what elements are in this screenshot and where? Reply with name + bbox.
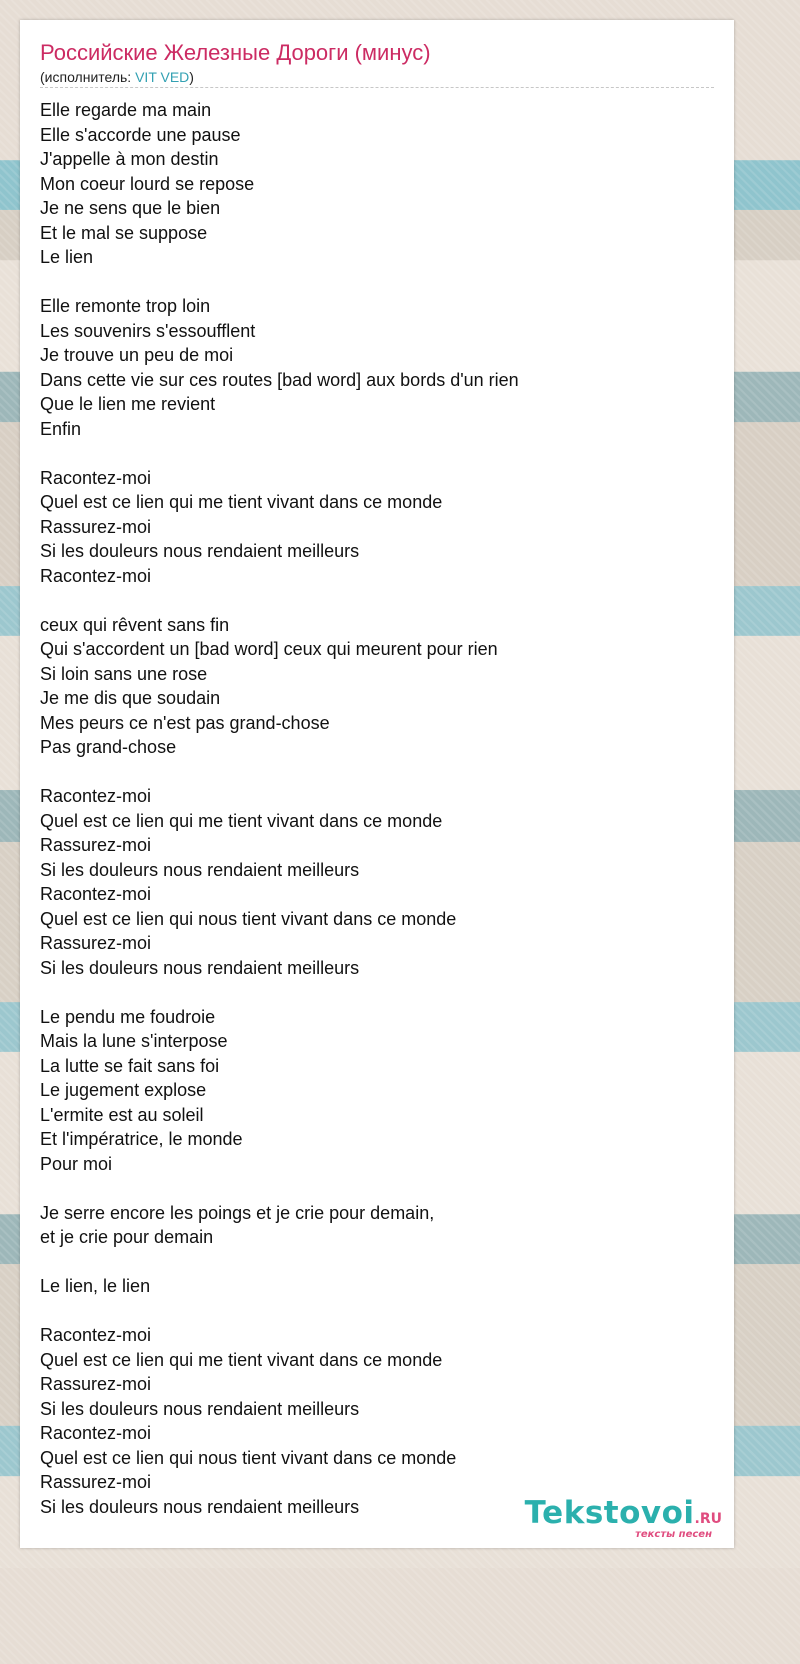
- lyric-line: Mais la lune s'interpose: [40, 1031, 228, 1051]
- lyric-line: Je trouve un peu de moi: [40, 345, 234, 365]
- stanza-break: [40, 980, 714, 1005]
- lyric-line: Le lien: [40, 247, 94, 267]
- stanza-break: [40, 270, 714, 295]
- stanza-break: [40, 1299, 714, 1324]
- lyric-line: Racontez-moi: [40, 1325, 152, 1345]
- logo-tagline: тексты песен: [635, 1529, 712, 1540]
- lyric-line: Rassurez-moi: [40, 516, 152, 537]
- lyric-line: Mes peurs ce n'est pas grand-chose: [40, 712, 330, 733]
- lyric-line: Quel est ce lien qui me tient vivant dans ce monde: [40, 1349, 443, 1370]
- lyric-line: Le lien, le lien: [40, 1276, 151, 1296]
- lyric-line: Et l'impératrice, le monde: [40, 1129, 243, 1149]
- lyric-line: ceux qui rêvent sans fin: [40, 614, 230, 635]
- artist-suffix: ): [189, 69, 194, 85]
- lyric-line: Et le mal se suppose: [40, 222, 208, 243]
- lyric-line: Enfin: [40, 418, 82, 439]
- title-divider: [40, 87, 714, 88]
- lyric-line: Le jugement explose: [40, 1080, 207, 1100]
- lyric-line: La lutte se fait sans foi: [40, 1055, 220, 1076]
- logo-suffix: .RU: [694, 1511, 722, 1527]
- lyric-line: Pas grand-chose: [40, 737, 177, 757]
- lyric-line: L'ermite est au soleil: [40, 1104, 204, 1125]
- lyrics-card: [20, 20, 734, 1548]
- lyric-line: Pour moi: [40, 1153, 113, 1174]
- artist-link[interactable]: VIT VED: [135, 69, 190, 85]
- stanza-break: [40, 760, 714, 785]
- lyric-line: Quel est ce lien qui me tient vivant dans ce monde: [40, 492, 443, 512]
- lyric-line: Racontez-moi: [40, 1423, 152, 1443]
- lyric-line: Si les douleurs nous rendaient meilleurs: [40, 541, 360, 561]
- lyric-line: Racontez-moi: [40, 884, 152, 904]
- lyric-line: Si les douleurs nous rendaient meilleurs: [40, 1398, 360, 1419]
- lyric-line: Elle regarde ma main: [40, 100, 212, 120]
- lyric-line: Qui s'accordent un [bad word] ceux qui meurent pour rien: [40, 639, 498, 659]
- stanza-break: [40, 588, 714, 613]
- lyric-line: Quel est ce lien qui nous tient vivant dans ce monde: [40, 1447, 457, 1468]
- lyric-line: Elle remonte trop loin: [40, 296, 211, 316]
- lyric-line: Je serre encore les poings et je crie pour demain,: [40, 1202, 435, 1223]
- lyric-line: et je crie pour demain: [40, 1227, 214, 1247]
- lyric-line: Quel est ce lien qui me tient vivant dans ce monde: [40, 810, 443, 831]
- lyrics-body: [40, 98, 714, 1519]
- lyric-line: Mon coeur lourd se repose: [40, 173, 255, 194]
- lyric-line: Que le lien me revient: [40, 394, 216, 414]
- lyric-line: Elle s'accorde une pause: [40, 124, 241, 145]
- lyric-line: Rassurez-moi: [40, 835, 152, 855]
- lyric-line: Je me dis que soudain: [40, 688, 221, 708]
- lyric-line: Le pendu me foudroie: [40, 1006, 216, 1027]
- stanza-break: [40, 441, 714, 466]
- lyric-line: Si les douleurs nous rendaient meilleurs: [40, 957, 360, 978]
- logo-name: Tekstovoi: [524, 1495, 695, 1531]
- stanza-break: [40, 1176, 714, 1201]
- lyric-line: Je ne sens que le bien: [40, 198, 221, 218]
- lyric-line: Si loin sans une rose: [40, 663, 208, 684]
- lyric-line: Dans cette vie sur ces routes [bad word] aux bords d'un rien: [40, 369, 519, 390]
- lyric-line: Si les douleurs nous rendaient meilleurs: [40, 859, 360, 880]
- lyric-line: Rassurez-moi: [40, 1472, 152, 1492]
- stanza-break: [40, 1250, 714, 1275]
- lyric-line: Rassurez-moi: [40, 933, 152, 953]
- lyric-line: Quel est ce lien qui nous tient vivant dans ce monde: [40, 908, 457, 929]
- lyric-line: Rassurez-moi: [40, 1374, 152, 1394]
- artist-line: [40, 68, 194, 86]
- lyric-line: Racontez-moi: [40, 786, 152, 806]
- lyric-line: J'appelle à mon destin: [40, 149, 219, 169]
- lyric-line: Si les douleurs nous rendaient meilleurs: [40, 1496, 360, 1517]
- artist-prefix: (исполнитель:: [40, 69, 136, 85]
- lyric-line: Racontez-moi: [40, 467, 152, 488]
- site-logo[interactable]: [525, 1496, 722, 1540]
- lyric-line: Les souvenirs s'essoufflent: [40, 320, 256, 341]
- song-title: Российские Железные Дороги (минус): [40, 40, 431, 65]
- lyric-line: Racontez-moi: [40, 565, 152, 586]
